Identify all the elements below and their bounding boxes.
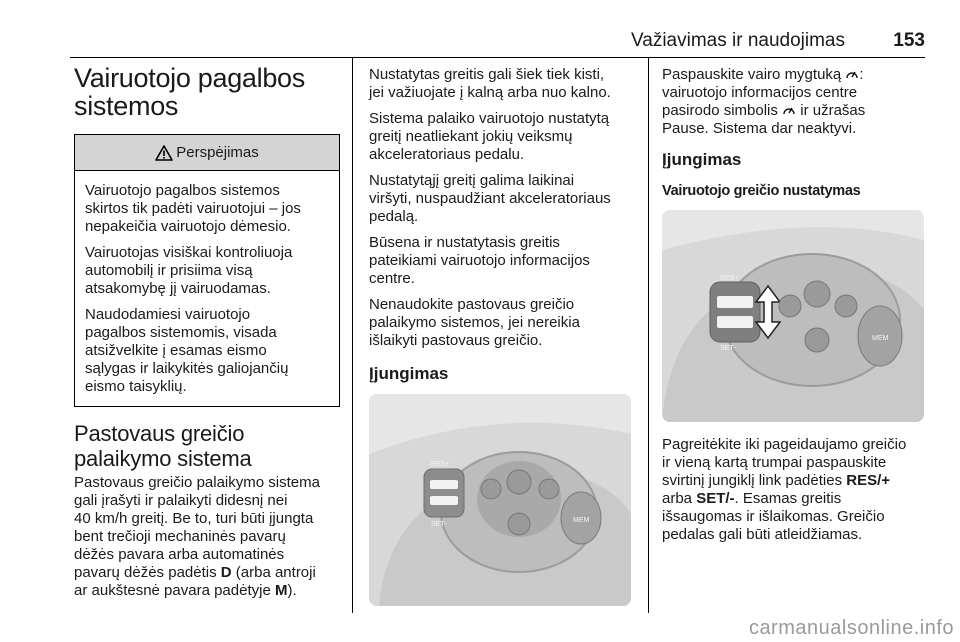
header-title: Važiavimas ir naudojimas: [630, 30, 845, 51]
warning-triangle-icon: [155, 145, 173, 161]
warning-header: [75, 135, 339, 171]
column-3: [662, 60, 930, 544]
page-number: 153: [893, 30, 925, 51]
column-divider-1: [352, 58, 353, 613]
paragraph-exceed-speed: Nustatytąjį greitį galima laikinai viršyti, nuspaudžiant akceleratoriaus pedalą.: [369, 172, 611, 225]
warning-body: [75, 171, 339, 406]
warning-title: Perspėjimas: [176, 144, 259, 161]
column-2: [369, 60, 637, 606]
watermark: carmanualsonline.info: [748, 617, 954, 639]
cruise-control-icon: [845, 68, 859, 80]
set-label: SET-: [720, 345, 736, 352]
cruise-control-icon: [782, 104, 796, 116]
activation-heading: Įjungimas: [662, 150, 742, 169]
column-divider-2: [648, 58, 649, 613]
steering-wheel-lever-image: [662, 210, 924, 422]
set-label: SET-: [431, 521, 447, 528]
activation-heading: Įjungimas: [369, 364, 449, 383]
res-label: RES+: [720, 275, 739, 282]
paragraph-system-maintains: Sistema palaiko vairuotojo nustatytą greitį neatliekant jokių veiksmų akceleratoriaus pedalu.: [369, 110, 610, 163]
steering-wheel-illustration: [369, 394, 631, 606]
paragraph-speed-variation: Nustatytas greitis gali šiek tiek kisti, jei važiuojate į kalną arba nuo kalno.: [369, 66, 611, 101]
subsection-heading: Pastovaus greičio palaikymo sistema: [74, 421, 252, 471]
warning-paragraph-2: Vairuotojas visiškai kontroliuoja automobilį ir prisiima visą atsakomybę jį vairuodamas.: [85, 244, 293, 297]
warning-paragraph-1: Vairuotojo pagalbos sistemos skirtos tik padėti vairuotojui – jos nepakeičia vairuotojo dėmesio.: [85, 182, 301, 235]
paragraph-press-button: Paspauskite vairo mygtuką : vairuotojo informacijos centre pasirodo simbolis ir užrašas Pause. Sistema dar neaktyvi.: [662, 66, 866, 137]
warning-box: [74, 134, 340, 407]
res-label: RES+: [431, 461, 450, 468]
speed-setting-heading: Vairuotojo greičio nustatymas: [662, 183, 861, 199]
mem-label: MEM: [872, 335, 889, 342]
paragraph-do-not-use: Nenaudokite pastovaus greičio palaikymo sistemos, jei nereikia išlaikyti pastovaus greičio.: [369, 296, 580, 349]
column-1: [74, 60, 342, 600]
section-heading: Vairuotojo pagalbos sistemos: [74, 63, 305, 121]
warning-paragraph-3: Naudodamiesi vairuotojo pagalbos sistemomis, visada atsižvelkite į esamas eismo sąlygas ir laikykitės galiojančių eismo taisyklių.: [85, 306, 289, 395]
intro-paragraph: Pastovaus greičio palaikymo sistema gali įrašyti ir palaikyti didesnį nei 40 km/h greitį. Be to, turi būti įjungta bent trečioji mechaninės pavarų dėžės pavara arba automatinės pavarų dėžės padėtis D (arba antroji ar aukštesnė pavara padėtyje M).: [74, 474, 320, 599]
steering-wheel-controls-image: [369, 394, 631, 606]
page-header: [70, 30, 925, 56]
header-rule: [70, 57, 925, 58]
paragraph-accelerate: Pagreitėkite iki pageidaujamo greičio ir vieną kartą trumpai paspauskite svirtinį jungiklį link padėties RES/+ arba SET/-. Esamas greitis išsaugomas ir išlaikomas. Greičio pedalas gali būti atleidžiamas.: [662, 436, 907, 543]
mem-label: MEM: [573, 517, 590, 524]
paragraph-status: Būsena ir nustatytasis greitis pateikiami vairuotojo informacijos centre.: [369, 234, 590, 287]
steering-wheel-illustration-2: [662, 210, 924, 422]
